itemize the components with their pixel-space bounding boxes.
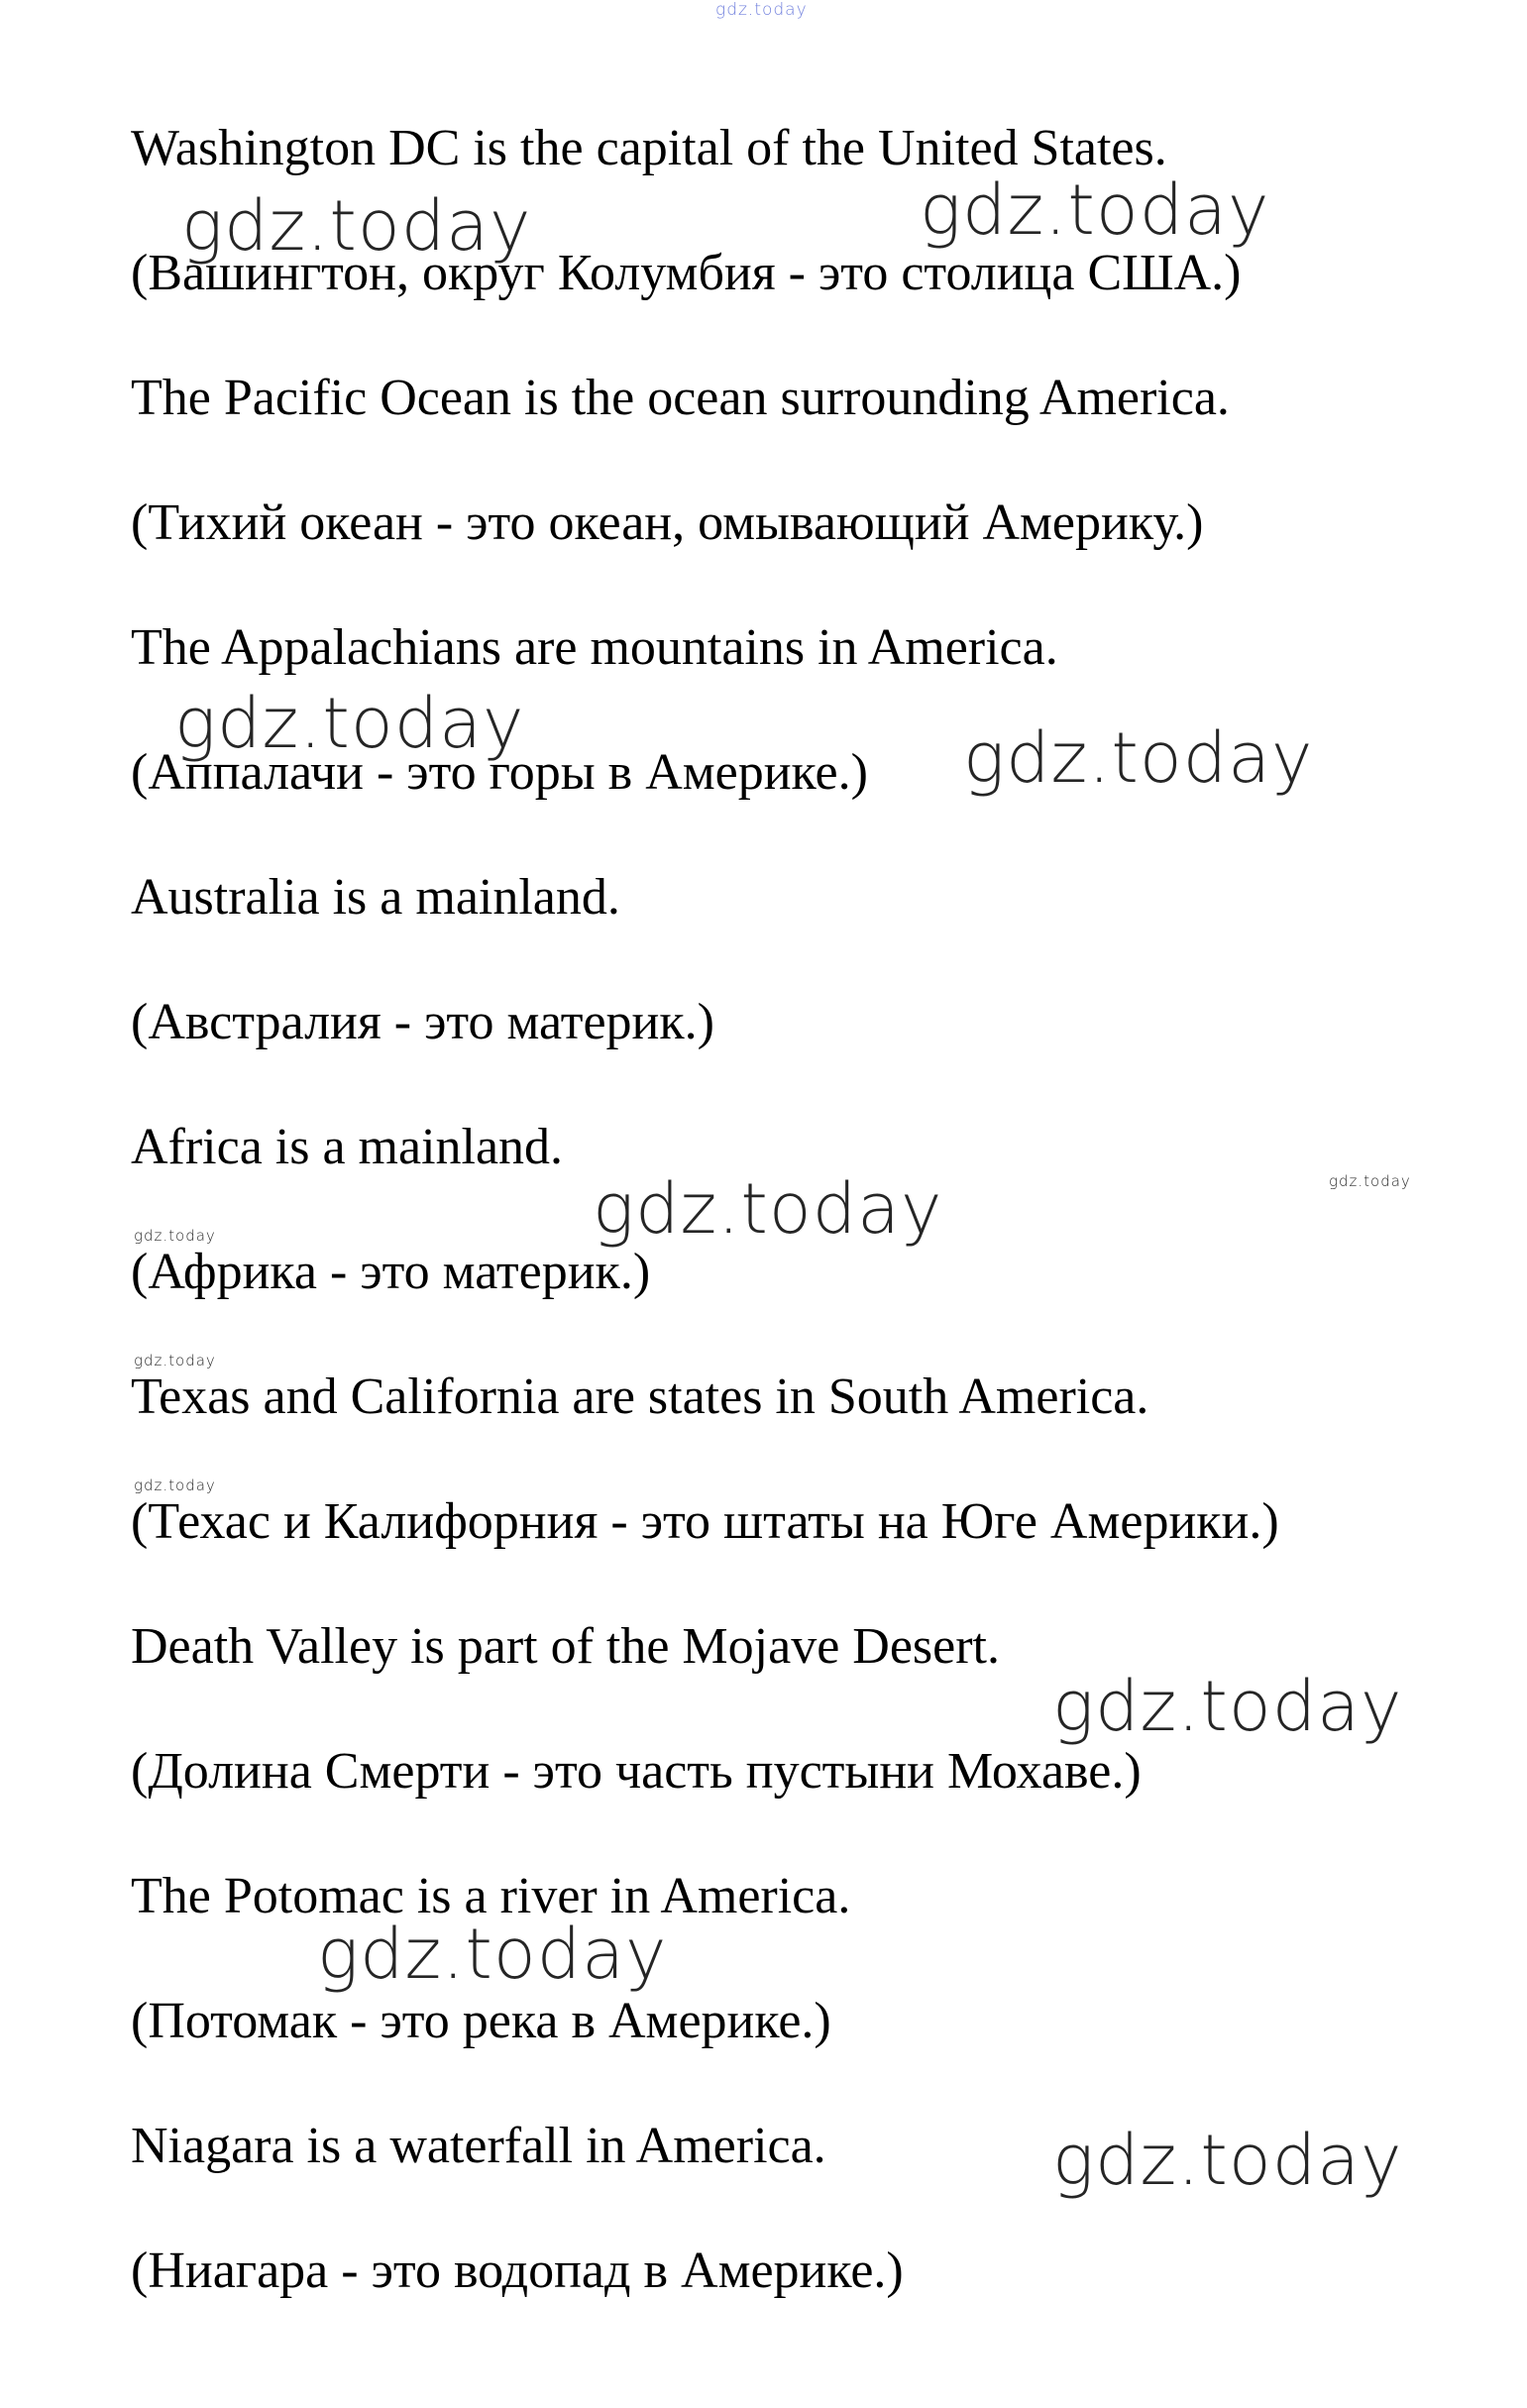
sentence-russian-1: (Вашингтон, округ Колумбия - это столица США.)	[131, 245, 1242, 301]
sentence-russian-8: (Потомак - это река в Америке.)	[131, 1993, 831, 2049]
watermark: gdz.today	[715, 0, 808, 20]
sentence-russian-2: (Тихий океан - это океан, омывающий Америку.)	[131, 494, 1204, 551]
sentence-russian-6: (Техас и Калифорния - это штаты на Юге Америки.)	[131, 1493, 1279, 1550]
sentence-english-3: The Appalachians are mountains in America.	[131, 619, 1058, 676]
sentence-english-6: Texas and California are states in South America.	[131, 1368, 1149, 1425]
watermark: gdz.today	[1329, 1172, 1411, 1190]
sentence-english-7: Death Valley is part of the Mojave Desert.	[131, 1618, 1000, 1675]
watermark: gdz.today	[920, 169, 1270, 251]
watermark: gdz.today	[317, 1914, 668, 1995]
sentence-english-8: The Potomac is a river in America.	[131, 1868, 851, 1924]
watermark: gdz.today	[134, 1477, 216, 1494]
watermark: gdz.today	[134, 1227, 216, 1245]
watermark: gdz.today	[963, 717, 1314, 799]
sentence-english-1: Washington DC is the capital of the United States.	[131, 120, 1167, 176]
sentence-english-2: The Pacific Ocean is the ocean surrounding America.	[131, 370, 1230, 426]
watermark: gdz.today	[134, 1352, 216, 1369]
watermark: gdz.today	[174, 683, 525, 764]
sentence-english-4: Australia is a mainland.	[131, 869, 620, 926]
watermark: gdz.today	[181, 185, 532, 267]
sentence-russian-3: (Аппалачи - это горы в Америке.)	[131, 744, 868, 801]
sentence-english-5: Africa is a mainland.	[131, 1119, 564, 1175]
watermark: gdz.today	[1052, 2120, 1403, 2201]
watermark: gdz.today	[593, 1168, 943, 1250]
sentence-russian-5: (Африка - это материк.)	[131, 1244, 651, 1300]
sentence-russian-9: (Ниагара - это водопад в Америке.)	[131, 2243, 904, 2299]
sentence-english-9: Niagara is a waterfall in America.	[131, 2118, 826, 2174]
watermark: gdz.today	[1052, 1666, 1403, 1747]
sentence-russian-4: (Австралия - это материк.)	[131, 994, 714, 1050]
sentence-russian-7: (Долина Смерти - это часть пустыни Мохаве.)	[131, 1743, 1142, 1800]
